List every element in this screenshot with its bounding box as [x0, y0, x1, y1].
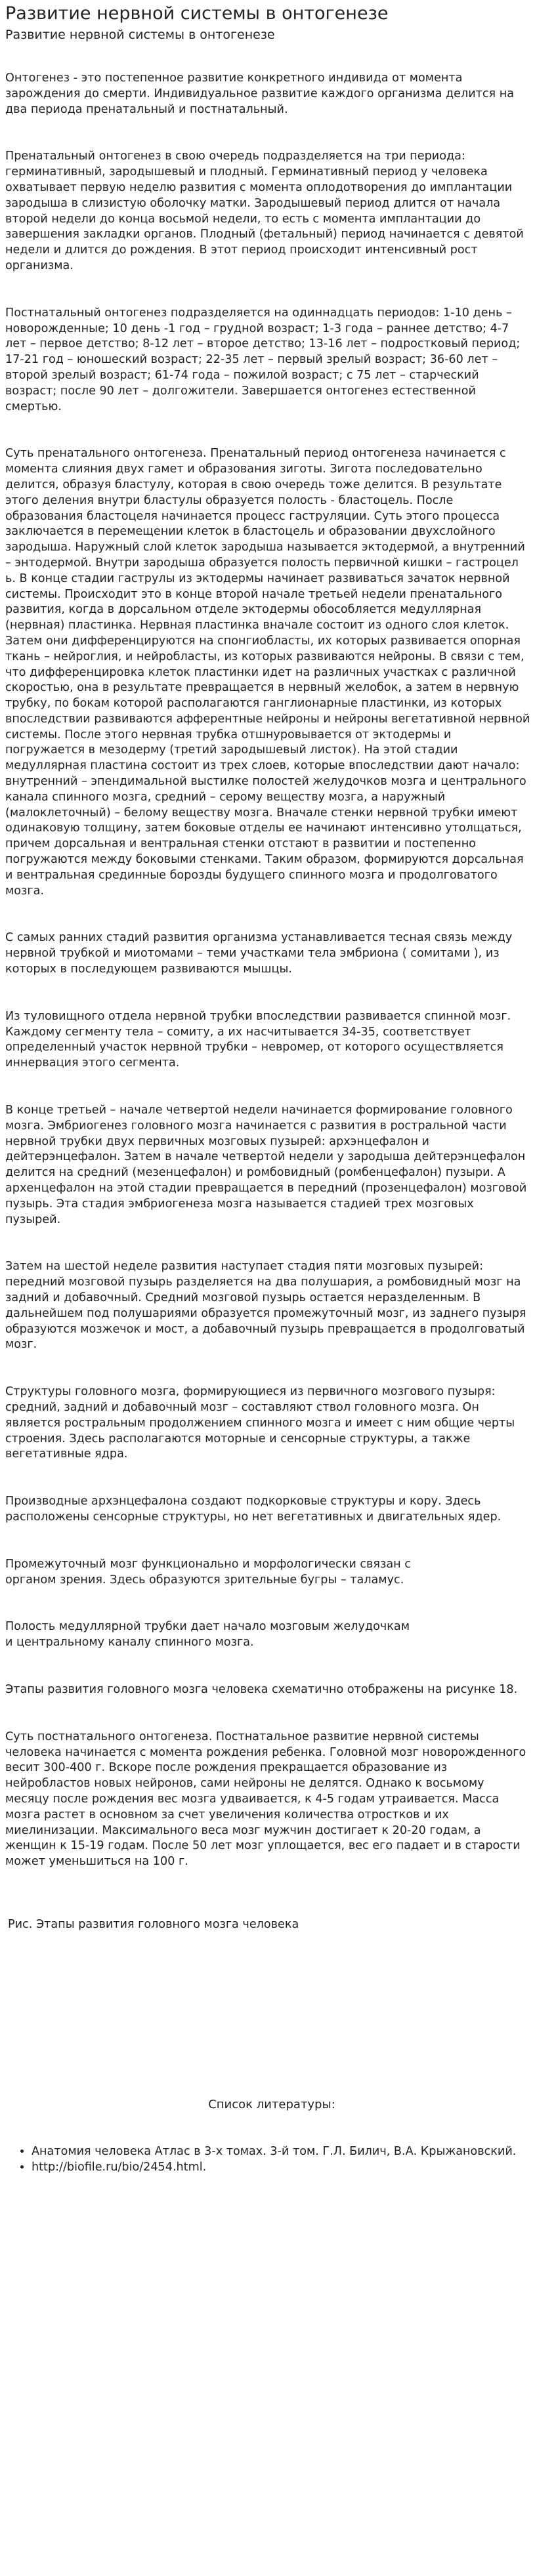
paragraph-archencephalon: Производные архэнцефалона создают подкорковые структуры и кору. Здесь расположены сенсорные структуры, но нет вегетативных и двигательных ядер. [5, 1495, 502, 1524]
reference-item: • Анатомия человека Атлас в 3-х томах. 3-й том. Г.Л. Билич, В.А. Крыжановский. [32, 2144, 530, 2160]
paragraph-ontogenesis-definition: Онтогенез - это постепенное развитие конкретного индивида от момента зарождения до смерти. Индивидуальное развитие каждого организма делится на два периода пренатальный и постнатальный. [5, 72, 515, 116]
references-title: Список литературы: [208, 2097, 335, 2111]
paragraph-spinal-cord: Из туловищного отдела нервной трубки впоследствии развивается спинной мозг. Каждому сегменту тела – сомиту, а их насчитывается 34-35, соответствует определенный участок нервной трубки – невромер, от которого осуществляется иннервация этого сегмента. [5, 1009, 511, 1070]
paragraph-five-vesicles: Затем на шестой неделе развития наступает стадия пяти мозговых пузырей: передний мозговой пузырь разделяется на два полушария, а ромбовидный мозг на задний и добавочный. Средний мозговой пузырь остается неразделенным. В дальнейшем под полушариями образуется промежуточный мозг, из заднего пузыря образуются мозжечок и мост, а добавочный пузырь превращается в продолговатый мозг. [5, 1260, 526, 1352]
reference-item: • http://biofile.ru/bio/2454.html. [32, 2160, 530, 2176]
paragraph-medullary-cavity: Полость медуллярной трубки дает начало мозговым желудочкам и центральному каналу спинного мозга. [5, 1620, 410, 1650]
paragraph-diencephalon: Промежуточный мозг функционально и морфологически связан с органом зрения. Здесь образуются зрительные бугры – таламус. [5, 1557, 411, 1587]
paragraph-prenatal-essence: Суть пренатального онтогенеза. Пренатальный период онтогенеза начинается с момента слияния двух гамет и образования зиготы. Зигота последовательно делится, образуя бластулу, которая в свою очередь тоже делится. В результате этого деления внутри бластулы образуется полость - бластоцель. После образования бластоцеля начинается процесс гаструляции. Суть этого процесса заключается в перемещении клеток в бластоцель и образовании двухслойного зародыша. Наружный слой клеток зародыша называется эктодермой, а внутренний – энтодермой. Внутри зародыша образуется полость первичной кишки – гастроцел ь. В конце стадии гаструлы из эктодермы начинает развиваться зачаток нервной системы. Происходит это в конце второй начале третьей недели пренатального развития, когда в дорсальном отделе эктодермы обособляется медуллярная (нервная) пластинка. Нервная пластинка вначале состоит из одного слоя клеток. Затем они дифференцируются на спонгиобласты, их которых развивается опорная ткань – нейроглия, и нейробласты, из которых развиваются нейроны. В связи с тем, что дифференцировка клеток пластинки идет на различных участках с различной скоростью, она в результате превращается в нервный желобок, а затем в нервную трубку, по бокам которой располагаются ганглионарные пластинки, из которых впоследствии развиваются афферентные нейроны и нейроны вегетативной нервной системы. После этого нервная трубка отшнуровывается от эктодермы и погружается в мезодерму (третий зародышевый листок). На этой стадии медуллярная пластина состоит из трех слоев, которые впоследствии дают начало: внутренний – эпендимальной выстилке полостей желудочков мозга и центрального канала спинного мозга, средний – серому веществу мозга, а наружный (малоклеточный) – белому веществу мозга. Вначале стенки нервной трубки имеют одинаковую толщину, затем боковые отделы ее начинают интенсивно утолщаться, причем дорсальная и вентральная стенки отстают в развитии и постепенно погружаются между боковыми стенками. Таким образом, формируются дорсальная и вентральная срединные борозды будущего спинного мозга и продолговатого мозга. [5, 447, 530, 898]
paragraph-postnatal-periods: Постнатальный онтогенез подразделяется на одиннадцать периодов: 1-10 день – новорожденные; 10 день -1 год – грудной возраст; 1-3 года – раннее детство; 4-7 лет – первое детство; 8-12 лет – второе детство; 13-16 лет – подростковый период; 17-21 год – юношеский возраст; 22-35 лет – первый зрелый возраст; 36-60 лет – второй зрелый возраст; 61-74 года – пожилой возраст; с 75 лет – старческий возраст; после 90 лет – долгожители. Завершается онтогенез естественной смертью. [5, 306, 521, 413]
figure-caption: Рис. Этапы развития головного мозга человека [8, 1917, 299, 1931]
paragraph-neural-tube-myotomes: С самых ранних стадий развития организма устанавливается тесная связь между нервной трубкой и миотомами – теми участками тела эмбриона ( сомитами ), из которых в последующем развиваются мышцы. [5, 931, 513, 976]
article-body [5, 71, 538, 1870]
page-subtitle: Развитие нервной системы в онтогенезе [5, 28, 275, 42]
paragraph-brain-stages-figure-ref: Этапы развития головного мозга человека схематично отображены на рисунке 18. [5, 1682, 518, 1696]
page-title: Развитие нервной системы в онтогенезе [5, 3, 389, 24]
references-list [5, 2144, 530, 2176]
paragraph-postnatal-essence: Суть постнатального онтогенеза. Постнатальное развитие нервной системы человека начинается с момента рождения ребенка. Головной мозг новорожденного весит 300-400 г. Вскоре после рождения прекращается образование из нейробластов новых нейронов, сами нейроны не делятся. Однако к восьмому месяцу после рождения вес мозга удваивается, к 4-5 годам утраивается. Масса мозга растет в основном за счет увеличения количества отростков и их миелинизации. Максимального веса мозг мужчин достигает к 20-20 годам, а женщин к 15-19 годам. После 50 лет мозг уплощается, вес его падает и в старости может уменьшиться на 100 г. [5, 1730, 526, 1869]
paragraph-prenatal-periods: Пренатальный онтогенез в свою очередь подразделяется на три периода: герминативный, зародышевый и плодный. Герминативный период у человека охватывает первую неделю развития с момента оплодотворения до имплантации зародыша в слизистую оболочку матки. Зародышевый период длится от начала второй недели до конца восьмой недели, то есть с момента имплантации до завершения закладки органов. Плодный (фетальный) период начинается с девятой недели и длится до рождения. В этот период происходит интенсивный рост организма. [5, 150, 524, 272]
paragraph-brainstem: Структуры головного мозга, формирующиеся из первичного мозгового пузыря: средний, задний и добавочный мозг – составляют ствол головного мозга. Он является ростральным продолжением спинного мозга и имеет с ним общие черты строения. Здесь располагаются моторные и сенсорные структуры, а также вегетативные ядра. [5, 1385, 515, 1461]
paragraph-three-vesicles: В конце третьей – начале четвертой недели начинается формирование головного мозга. Эмбриогенез головного мозга начинается с развития в ростральной части нервной трубки двух первичных мозговых пузырей: архэнцефалон и дейтерэнцефалон. Затем в начале четвертой недели у зародыша дейтерэнцефалон делится на средний (мезенцефалон) и ромбовидный (ромбенцефалон) пузыри. А архенцефалон на этой стадии превращается в передний (прозенцефалон) мозговой пузырь. Эта стадия эмбриогенеза мозга называется стадией трех мозговых пузырей. [5, 1104, 527, 1226]
